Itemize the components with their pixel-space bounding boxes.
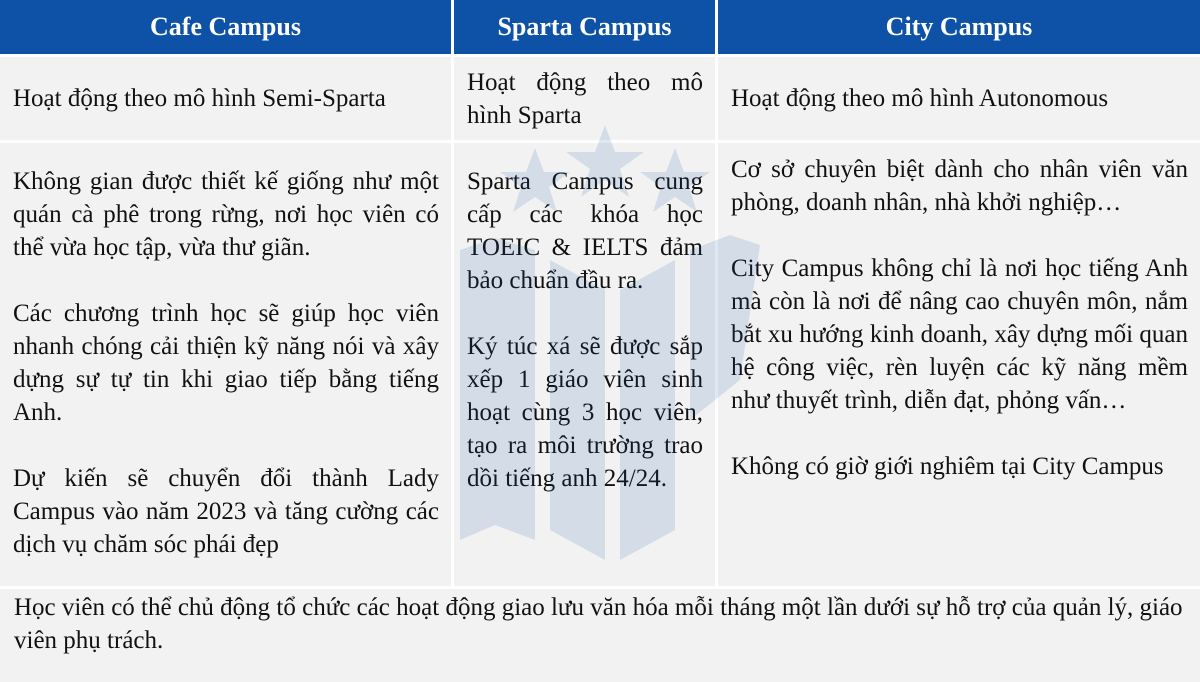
details-city-para: City Campus không chỉ là nơi học tiếng Anh mà còn là nơi để nâng cao chuyên môn, nắm bắt xu hướng kinh doanh, xây dựng mối quan hệ công việc, rèn luyện các kỹ năng mềm như thuyết trình, diễn đạt, phỏng vấn… bbox=[731, 255, 1188, 414]
model-sparta-text: Hoạt động theo mô hình Sparta bbox=[467, 68, 703, 129]
details-sparta-para: Sparta Campus cung cấp các khóa học TOEIC & IELTS đảm bảo chuẩn đầu ra. bbox=[467, 168, 703, 294]
header-sparta-campus: Sparta Campus bbox=[454, 0, 718, 57]
footer-note: Học viên có thể chủ động tổ chức các hoạt động giao lưu văn hóa mỗi tháng một lần dưới sự hỗ trợ của quản lý, giáo viên phụ trách. bbox=[0, 589, 1200, 682]
header-city-campus: City Campus bbox=[718, 0, 1200, 57]
details-cafe-para: Không gian được thiết kế giống như một quán cà phê trong rừng, nơi học viên có thể vừa học tập, vừa thư giãn. bbox=[13, 168, 439, 261]
model-city-text: Hoạt động theo mô hình Autonomous bbox=[731, 85, 1109, 112]
header-cafe-campus: Cafe Campus bbox=[0, 0, 454, 57]
details-cafe-para: Các chương trình học sẽ giúp học viên nhanh chóng cải thiện kỹ năng nói và xây dựng sự tự tin khi giao tiếp bằng tiếng Anh. bbox=[13, 300, 439, 426]
details-city-para: Cơ sở chuyên biệt dành cho nhân viên văn phòng, doanh nhân, nhà khởi nghiệp… bbox=[731, 156, 1188, 216]
details-city bbox=[718, 143, 1200, 589]
model-sparta bbox=[454, 57, 718, 143]
details-sparta-para: Ký túc xá sẽ được sắp xếp 1 giáo viên sinh hoạt cùng 3 học viên, tạo ra môi trường trao dồi tiếng anh 24/24. bbox=[467, 333, 703, 492]
details-cafe-para: Dự kiến sẽ chuyển đổi thành Lady Campus vào năm 2023 và tăng cường các dịch vụ chăm sóc phái đẹp bbox=[13, 465, 439, 558]
model-cafe bbox=[0, 57, 454, 143]
model-cafe-text: Hoạt động theo mô hình Semi-Sparta bbox=[13, 85, 386, 112]
details-sparta bbox=[454, 143, 718, 589]
details-cafe bbox=[0, 143, 454, 589]
model-city bbox=[718, 57, 1200, 143]
details-city-para: Không có giờ giới nghiêm tại City Campus bbox=[731, 453, 1164, 480]
